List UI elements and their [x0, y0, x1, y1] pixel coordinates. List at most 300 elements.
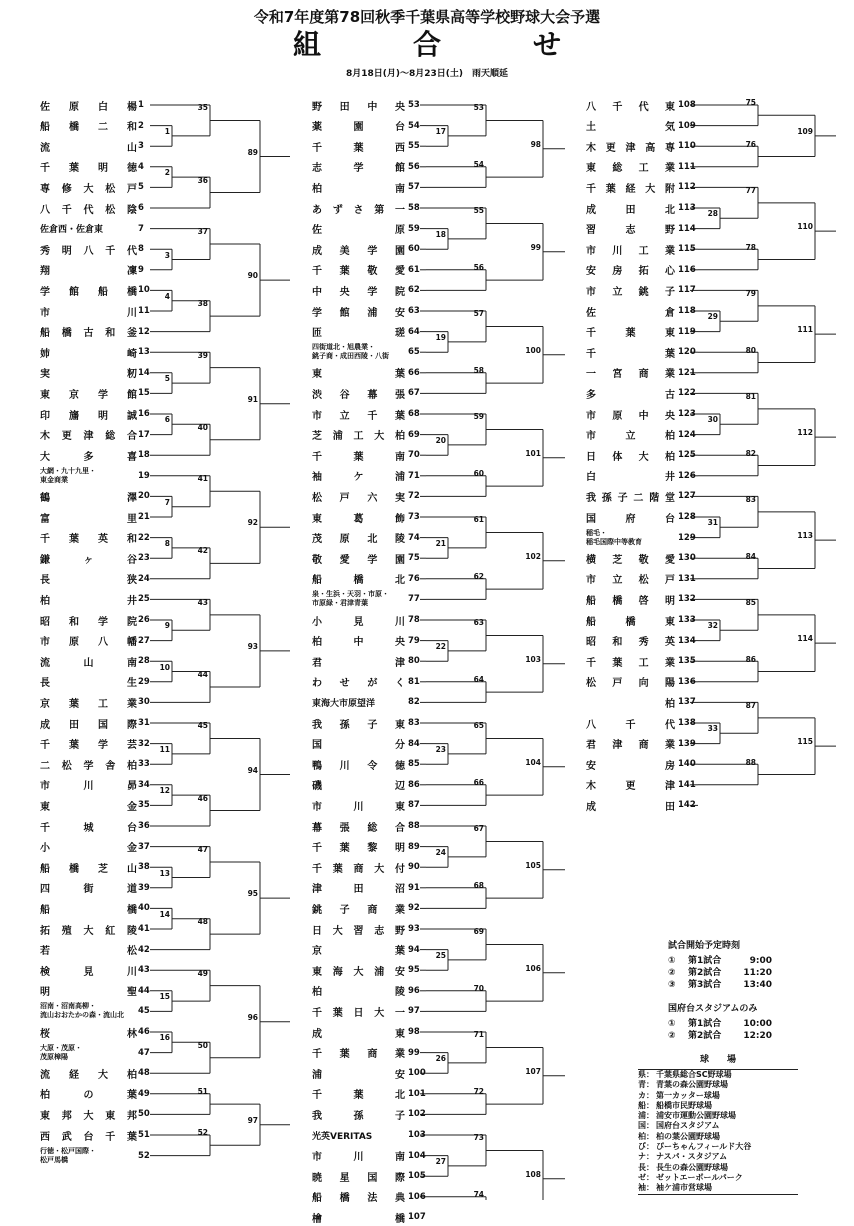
- team-name-char: 葉: [605, 183, 617, 195]
- game-number: 76: [745, 139, 756, 149]
- team-name-char: 子: [339, 904, 351, 916]
- team-name-line: 市原緑・君津青葉: [312, 599, 368, 608]
- seed-number: 12: [138, 326, 150, 337]
- team-name-char: 川: [353, 801, 365, 813]
- team-name-char: 敬: [638, 554, 650, 566]
- team-name-char: 昴: [127, 781, 138, 793]
- team-name: [312, 1147, 406, 1165]
- venue-row: [638, 1173, 798, 1183]
- game-number: 87: [745, 700, 756, 710]
- team-name-char: 千: [61, 204, 73, 216]
- team-name-char: 一: [395, 204, 406, 216]
- team-name-char: 陵: [127, 925, 138, 937]
- team-name: [40, 240, 138, 258]
- venue-abbr: 長：: [638, 1162, 654, 1172]
- team-name-char: 東: [40, 801, 51, 813]
- team-name-char: 大: [83, 183, 95, 195]
- game-number: 25: [435, 950, 446, 960]
- team-name-char: 院: [127, 616, 138, 628]
- team-name-char: 園: [394, 554, 406, 566]
- team-name-char: 金: [127, 843, 138, 855]
- venue-abbr: カ：: [638, 1090, 654, 1100]
- team-name: [586, 549, 676, 567]
- team-name: [40, 1002, 138, 1020]
- team-name: [312, 1208, 406, 1226]
- seed-number: 44: [138, 985, 150, 996]
- game-number: 78: [745, 242, 756, 252]
- game-number: 28: [707, 209, 718, 219]
- team-name-char: 千: [312, 1049, 323, 1061]
- team-name-char: ヶ: [83, 554, 95, 566]
- team-name-char: 葉: [127, 1090, 138, 1102]
- game-number: 26: [435, 1053, 446, 1063]
- team-name-char: 原: [339, 534, 351, 546]
- team-name-char: 中: [312, 286, 323, 298]
- team-name: [312, 838, 406, 856]
- game-number: 100: [525, 345, 541, 355]
- team-name-char: 一: [395, 1007, 406, 1019]
- team-name-char: 和: [69, 616, 80, 628]
- team-name: [40, 302, 138, 320]
- team-name-char: 桜: [40, 1028, 51, 1040]
- schedule-mark: ②: [668, 968, 676, 978]
- team-name-char: 心: [664, 266, 676, 278]
- team-name-char: 工: [638, 657, 650, 669]
- game-number: 99: [530, 242, 541, 252]
- team-name: [312, 323, 406, 341]
- team-name-char: 倉: [665, 307, 676, 319]
- team-name: [40, 446, 138, 464]
- team-name-char: 葉: [69, 740, 80, 752]
- team-name: [40, 467, 138, 485]
- team-name: [312, 549, 406, 567]
- team-name-char: 原: [69, 101, 80, 113]
- game-number: 107: [525, 1066, 541, 1076]
- seed-number: 70: [408, 450, 420, 461]
- team-name-char: 千: [105, 245, 117, 257]
- game-number: 96: [247, 1012, 258, 1022]
- team-name-char: 川: [353, 1152, 365, 1164]
- team-name-char: 小: [312, 616, 323, 628]
- seed-number: 90: [408, 862, 420, 873]
- seed-number: 94: [408, 944, 420, 955]
- seed-number: 116: [678, 264, 696, 275]
- team-name: [40, 817, 138, 835]
- team-name-char: あ: [312, 204, 323, 216]
- seed-number: 49: [138, 1088, 150, 1099]
- team-name: [312, 96, 406, 114]
- seed-number: 135: [678, 656, 696, 667]
- team-name-char: 橋: [612, 595, 624, 607]
- seed-number: 115: [678, 244, 696, 255]
- venue-row: [638, 1132, 798, 1142]
- team-name-char: 敬: [312, 554, 323, 566]
- team-name-char: 第: [374, 204, 386, 216]
- seed-number: 14: [138, 367, 150, 378]
- team-name: [40, 652, 138, 670]
- game-number: 63: [473, 618, 484, 628]
- team-name-char: 業: [664, 245, 676, 257]
- game-number: 109: [797, 126, 813, 136]
- team-name-char: 柏: [395, 431, 406, 443]
- team-name-char: 小: [40, 843, 51, 855]
- team-name: [312, 261, 406, 279]
- team-name-char: 六: [367, 492, 379, 504]
- game-number: 17: [435, 126, 446, 136]
- team-name: [312, 199, 406, 217]
- venue-name: 第一カッター球場: [656, 1090, 720, 1100]
- team-name-line: 銚子商・成田西陵・八街: [312, 352, 389, 361]
- team-name-char: 葉: [332, 1007, 344, 1019]
- team-name-char: 央: [395, 637, 406, 649]
- game-number: 32: [707, 621, 718, 631]
- team-name-char: 瑳: [395, 328, 406, 340]
- team-name-char: 業: [664, 369, 676, 381]
- team-name-char: 津: [395, 657, 406, 669]
- seed-number: 59: [408, 223, 420, 234]
- game-number: 110: [797, 222, 813, 232]
- team-name-char: 津: [612, 740, 624, 752]
- seed-number: 132: [678, 594, 696, 605]
- game-number: 67: [473, 824, 484, 834]
- team-name-char: 立: [625, 431, 637, 443]
- team-name: [586, 693, 676, 711]
- team-name: [312, 817, 406, 835]
- team-name-char: 橋: [61, 328, 73, 340]
- seed-number: 111: [678, 161, 696, 172]
- team-name-char: 幕: [312, 822, 323, 834]
- team-name-char: 浦: [367, 307, 379, 319]
- team-name-char: 里: [127, 513, 138, 525]
- seed-number: 121: [678, 367, 696, 378]
- seed-number: 10: [138, 285, 150, 296]
- team-name: [40, 384, 138, 402]
- seed-number: 127: [678, 491, 696, 502]
- team-name-char: 山: [127, 142, 138, 154]
- seed-number: 81: [408, 676, 420, 687]
- team-name-char: 葉: [395, 946, 406, 958]
- game-number: 115: [797, 737, 813, 747]
- venue-row: [638, 1142, 798, 1152]
- team-name-char: 千: [40, 740, 51, 752]
- seed-number: 48: [138, 1068, 150, 1079]
- team-name-char: 葉: [625, 328, 637, 340]
- game-number: 50: [197, 1040, 208, 1050]
- game-number: 6: [164, 415, 170, 425]
- team-name-char: 南: [395, 1152, 406, 1164]
- seed-number: 108: [678, 100, 696, 110]
- game-number: 65: [473, 721, 484, 731]
- team-name-char: 東: [395, 1028, 406, 1040]
- team-name-char: 柏: [40, 1090, 51, 1102]
- seed-number: 64: [408, 326, 420, 337]
- team-name-char: 葉: [332, 863, 344, 875]
- team-name-char: 川: [395, 616, 406, 628]
- team-name-char: 浦: [374, 966, 386, 978]
- seed-number: 74: [408, 532, 420, 543]
- team-name-char: 宮: [612, 369, 624, 381]
- team-name-char: 東: [394, 719, 406, 731]
- seed-number: 133: [678, 615, 696, 625]
- game-number: 57: [473, 309, 484, 319]
- team-name-char: 富: [40, 513, 51, 525]
- game-number: 106: [525, 963, 541, 973]
- game-number: 61: [473, 515, 484, 525]
- team-name-char: 分: [395, 740, 406, 752]
- seed-number: 39: [138, 882, 150, 893]
- team-name-char: 橋: [127, 286, 138, 298]
- team-name-char: 橋: [69, 122, 80, 134]
- team-name-char: 志: [312, 163, 323, 175]
- team-name-char: 実: [394, 492, 406, 504]
- team-name-char: 専: [40, 183, 51, 195]
- team-name-char: 成: [586, 801, 597, 813]
- seed-number: 16: [138, 409, 150, 419]
- venue-abbr: 船：: [638, 1100, 654, 1110]
- game-number: 16: [159, 1033, 170, 1043]
- team-name-char: 井: [665, 472, 676, 484]
- team-name-char: 明: [98, 410, 109, 422]
- venue-row: [638, 1101, 798, 1111]
- team-name-char: 国: [98, 719, 109, 731]
- team-name-char: 千: [312, 142, 323, 154]
- team-name-char: 二: [40, 760, 51, 772]
- seed-number: 20: [138, 491, 150, 502]
- team-name-char: 安: [395, 966, 406, 978]
- game-number: 46: [197, 793, 208, 803]
- team-name-char: 橋: [127, 904, 138, 916]
- team-name: [40, 961, 138, 979]
- team-name-char: 代: [638, 101, 650, 113]
- team-name-char: 台: [127, 822, 138, 834]
- team-name-char: ケ: [353, 472, 365, 484]
- team-name-char: 橋: [339, 1193, 351, 1205]
- team-name-char: 向: [638, 678, 650, 690]
- game-number: 43: [197, 597, 208, 607]
- team-name-char: 市: [40, 781, 51, 793]
- team-name-char: 長: [40, 678, 51, 690]
- game-number: 60: [473, 469, 484, 479]
- team-name-char: 北: [367, 534, 379, 546]
- team-name-char: 土: [586, 122, 597, 134]
- team-name-char: 葉: [69, 534, 80, 546]
- team-name-char: 更: [605, 142, 617, 154]
- seed-number: 136: [678, 676, 696, 687]
- game-number: 62: [473, 572, 484, 582]
- venue-name: ぴーちゃんフィールド大谷: [656, 1142, 752, 1152]
- team-name: [40, 364, 138, 382]
- team-name-char: 松: [312, 492, 323, 504]
- team-name-char: 葉: [353, 142, 365, 154]
- team-name-char: 総: [105, 431, 117, 443]
- team-name: [586, 343, 676, 361]
- venue-abbr: 国：: [638, 1121, 654, 1131]
- team-name-char: 張: [339, 822, 351, 834]
- team-name-char: 工: [638, 163, 650, 175]
- team-name: [40, 755, 138, 773]
- team-name-char: 八: [98, 637, 109, 649]
- seed-number: 93: [408, 924, 420, 934]
- team-name-char: 橋: [625, 616, 637, 628]
- game-number: 81: [745, 391, 756, 401]
- team-name-char: 渋: [312, 389, 323, 401]
- seed-number: 65: [408, 347, 420, 358]
- team-name: [40, 1126, 138, 1144]
- venue-name: 青葉の森公園野球場: [656, 1080, 728, 1090]
- seed-number: 23: [138, 553, 150, 564]
- team-name-char: 館: [69, 286, 80, 298]
- team-name-char: 田: [625, 204, 637, 216]
- team-name-line: 松戸馬橋: [40, 1155, 68, 1164]
- team-name: [312, 570, 406, 588]
- team-name: [586, 281, 676, 299]
- seed-number: 134: [678, 635, 696, 646]
- team-name-char: 匝: [312, 328, 323, 340]
- seed-number: 9: [138, 264, 144, 275]
- team-name-char: 房: [665, 760, 676, 772]
- team-name-char: 田: [353, 884, 365, 896]
- team-name-char: 千: [312, 1007, 323, 1019]
- venue-name: ゼットエーボールパーク: [656, 1172, 743, 1182]
- game-number: 93: [247, 641, 258, 651]
- seed-number: 86: [408, 779, 420, 790]
- team-name: [312, 714, 406, 732]
- team-name-char: 台: [83, 1131, 95, 1143]
- team-name: [312, 982, 406, 1000]
- seed-number: 128: [678, 512, 696, 522]
- team-name: [586, 261, 676, 279]
- team-name: [40, 1085, 138, 1103]
- team-name-char: 船: [312, 575, 323, 587]
- team-name-char: 柏: [665, 431, 676, 443]
- seed-number: 17: [138, 429, 150, 440]
- game-number: 1: [164, 126, 170, 136]
- date-range: 8月18日(月)～8月23日(土) 雨天順延: [345, 69, 509, 79]
- team-name-char: 柏: [40, 595, 51, 607]
- team-name-char: 千: [586, 348, 597, 360]
- team-name-char: 山: [83, 657, 95, 669]
- schedule-legend: [668, 938, 772, 1042]
- team-name-char: 市: [586, 245, 597, 257]
- team-name-char: 愛: [664, 554, 676, 566]
- team-name-char: 多: [586, 389, 597, 401]
- team-name: [40, 776, 138, 794]
- game-number: 52: [197, 1128, 208, 1138]
- game-number: 7: [164, 497, 170, 507]
- team-name-char: 翔: [40, 266, 51, 278]
- team-name-char: 戸: [127, 183, 138, 195]
- team-name: [312, 611, 406, 629]
- seed-number: 34: [138, 779, 150, 790]
- team-name-line: 大網・九十九里・: [40, 466, 96, 475]
- team-name-char: 佐: [586, 307, 597, 319]
- team-name-char: 総: [612, 163, 624, 175]
- game-number: 70: [473, 984, 484, 994]
- schedule-label: 第2試合: [688, 1031, 722, 1041]
- team-name-char: 葉: [612, 657, 624, 669]
- seed-number: 73: [408, 512, 420, 522]
- team-name: [312, 467, 406, 485]
- team-name-char: 流: [40, 142, 51, 154]
- seed-number: 22: [138, 532, 150, 543]
- team-name-char: 柏: [127, 760, 138, 772]
- team-name-char: 林: [127, 1028, 138, 1040]
- seed-number: 117: [678, 285, 696, 296]
- team-name-char: 実: [40, 369, 51, 381]
- team-name-char: 房: [612, 266, 624, 278]
- seed-number: 32: [138, 738, 150, 749]
- team-name-char: 工: [638, 245, 650, 257]
- tournament-title: 令和7年度第78回秋季千葉県高等学校野球大会予選: [253, 8, 601, 26]
- team-name: [312, 364, 406, 382]
- team-name: [586, 735, 676, 753]
- team-name-char: 付: [395, 863, 406, 875]
- seed-number: 107: [408, 1212, 426, 1223]
- venue-row: [638, 1152, 798, 1162]
- game-number: 45: [197, 721, 208, 731]
- team-name-char: 磯: [312, 781, 323, 793]
- team-name-char: 代: [127, 245, 138, 257]
- team-name: [40, 343, 138, 361]
- team-name-char: 子: [617, 492, 629, 504]
- team-name: [586, 529, 676, 547]
- team-name-char: 典: [394, 1193, 406, 1205]
- team-name: [586, 426, 676, 444]
- team-name: [40, 426, 138, 444]
- game-number: 30: [707, 415, 718, 425]
- team-name-char: 薬: [312, 122, 323, 134]
- team-name-char: 田: [665, 801, 676, 813]
- team-name-char: 市: [586, 410, 597, 422]
- venue-name: 柏の葉公園野球場: [656, 1131, 720, 1141]
- team-name-char: 子: [367, 719, 379, 731]
- team-name-char: 千: [312, 266, 323, 278]
- team-name-char: 川: [83, 781, 95, 793]
- game-number: 19: [435, 332, 446, 342]
- team-name-char: 立: [339, 410, 351, 422]
- team-name-char: 央: [664, 410, 676, 422]
- seed-number: 139: [678, 738, 696, 749]
- seed-number: 55: [408, 141, 420, 152]
- game-number: 41: [197, 474, 208, 484]
- game-number: 5: [164, 374, 170, 384]
- seed-number: 87: [408, 800, 420, 811]
- seed-number: 72: [408, 491, 420, 502]
- team-name-char: 大: [83, 925, 95, 937]
- seed-number: 45: [138, 1006, 150, 1017]
- game-number: 75: [745, 98, 756, 108]
- team-name-char: 安: [586, 760, 597, 772]
- team-name: [586, 632, 676, 650]
- team-name-char: 商: [367, 904, 379, 916]
- team-name: [40, 529, 138, 547]
- team-name-char: 我: [312, 1110, 323, 1122]
- team-name-char: 千: [367, 410, 379, 422]
- team-name: [40, 858, 138, 876]
- schedule-label: 第1試合: [688, 1019, 722, 1029]
- team-name-char: 商: [353, 863, 365, 875]
- team-name-char: 柏: [312, 183, 323, 195]
- team-name-char: 船: [40, 328, 51, 340]
- team-name-char: 喜: [127, 451, 138, 463]
- team-name-char: 大: [353, 966, 365, 978]
- game-number: 3: [164, 250, 170, 260]
- team-name-char: 松: [586, 678, 597, 690]
- team-name-char: 城: [83, 822, 95, 834]
- team-name-line: 稲毛・: [586, 528, 607, 537]
- game-number: 11: [159, 744, 170, 754]
- team-name-char: 二: [98, 122, 109, 134]
